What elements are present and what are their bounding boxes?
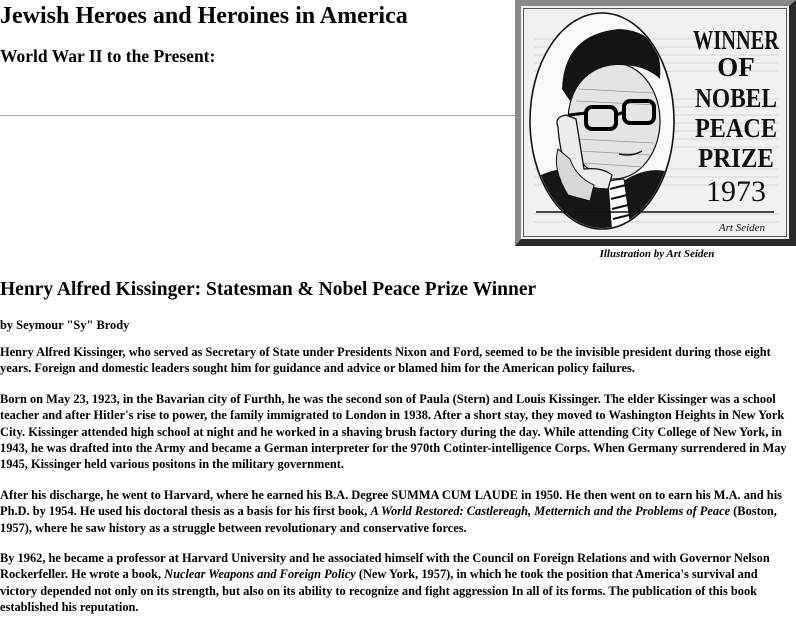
book-title-italic: A World Restored: Castlereagh, Metternich and the Problems of Peace [370, 504, 731, 519]
article-paragraph [0, 550, 794, 616]
portrait-illustration [524, 9, 786, 238]
paragraph-text: (New York, 1957), in which he took the position that America's survival and victory depended not only on its strength, but also on its ability to recognize and fight aggression In all of its forms. The publication of this book established his reputation. [0, 567, 758, 615]
poster-line-of: OF [717, 52, 755, 82]
article-byline: by Seymour "Sy" Brody [0, 318, 130, 332]
poster-line-winner: WINNER [693, 25, 780, 55]
article-paragraph [0, 487, 794, 536]
poster-line-peace: PEACE [695, 113, 777, 143]
artist-signature: Art Seiden [718, 222, 766, 234]
poster-line-prize: PRIZE [698, 143, 774, 173]
paragraph-text: (Boston, 1957), where he saw history as a struggle between revolutionary and conservative forces. [0, 504, 777, 535]
article-body [0, 344, 794, 630]
page-subtitle: World War II to the Present: [0, 46, 216, 66]
article-heading: Henry Alfred Kissinger: Statesman & Nobel Peace Prize Winner [0, 279, 537, 300]
poster-line-year: 1973 [706, 175, 766, 208]
page-title: Jewish Heroes and Heroines in America [0, 3, 408, 29]
article-paragraph [0, 344, 794, 377]
illustration-canvas [523, 8, 787, 237]
horizontal-divider [0, 115, 515, 116]
paragraph-text: Born on May 23, 1923, in the Bavarian city of Furthh, he was the second son of Paula (Stern) and Louis Kissinger. The elder Kissinger was a school teacher and after Hitler's rise to power, the family immigrated to London in 1938. After a short stay, they moved to Washington Heights in New York City. Kissinger attended high school at night and he worked in a shaving brush factory during the day. While attending City College of New York, in 1943, he was drafted into the Army and became a German interpreter for the 970th Cotinter-intelligence Corps. When Germany surrendered in May 1945, Kissinger held various positons in the military government. [0, 391, 787, 472]
poster-text [693, 25, 779, 208]
poster-line-nobel: NOBEL [695, 83, 777, 113]
paragraph-text: After his discharge, he went to Harvard, where he earned his B.A. Degree SUMMA CUM LAUDE in 1950. He then went on to earn his M.A. and his Ph.D. by 1954. He used his doctoral thesis as a basis for his first book, [0, 487, 782, 519]
paragraph-text: By 1962, he became a professor at Harvard University and he associated himself with the Council on Foreign Relations and with Governor Nelson Rockerfeller. He wrote a book, [0, 551, 770, 582]
paragraph-text: Henry Alfred Kissinger, who served as Secretary of State under Presidents Nixon and Ford, seemed to be the invisible president during those eight years. Foreign and domestic leaders sought him for guidance and advice or blamed him for the American policy failures. [0, 345, 771, 376]
book-title-italic: Nuclear Weapons and Foreign Policy [164, 567, 356, 582]
figure-caption: Illustration by Art Seiden [599, 248, 715, 260]
article-paragraph [0, 391, 794, 473]
nobel-illustration [515, 0, 796, 246]
